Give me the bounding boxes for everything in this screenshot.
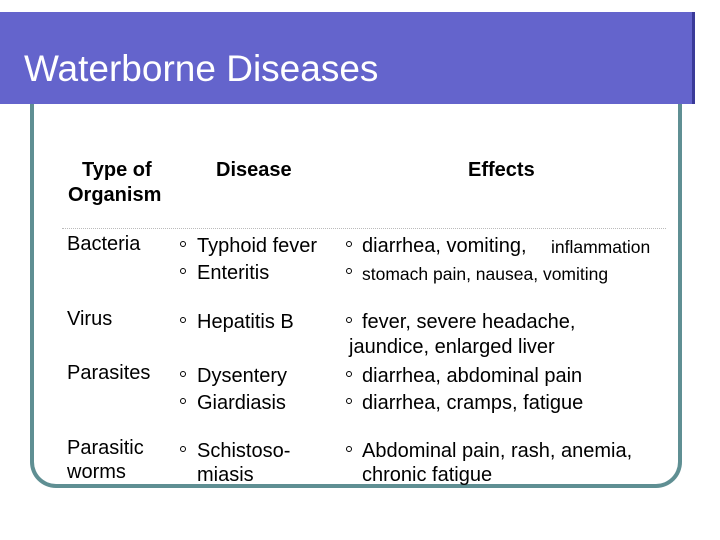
row-worms-organism-line1: Parasitic [67, 437, 144, 459]
row-bacteria-disease-2: Enteritis [197, 262, 270, 284]
row-worms-organism-line2: worms [67, 461, 126, 483]
bullet-icon [180, 268, 186, 274]
row-virus-effect-1-cont: jaundice, enlarged liver [349, 336, 555, 358]
bullet-icon [180, 371, 186, 377]
header-divider [62, 228, 666, 229]
row-bacteria-effect-1-extra: inflammation [551, 237, 651, 257]
header-effects: Effects [468, 159, 535, 181]
bullet-icon [180, 241, 186, 247]
bullet-icon [346, 446, 352, 452]
row-bacteria-effect-1: diarrhea, vomiting, [362, 235, 527, 257]
row-parasites-disease-2: Giardiasis [197, 392, 286, 414]
bullet-icon [180, 446, 186, 452]
row-parasites-organism: Parasites [67, 362, 151, 384]
row-worms-effect-line2: chronic fatigue [362, 464, 493, 486]
bullet-icon [346, 241, 352, 247]
bullet-icon [346, 398, 352, 404]
row-bacteria-effect-2: stomach pain, nausea, vomiting [362, 264, 609, 284]
slide-title: Waterborne Diseases [24, 48, 379, 89]
row-worms-effect-line1: Abdominal pain, rash, anemia, [362, 440, 633, 462]
bullet-icon [180, 398, 186, 404]
bullet-icon [180, 317, 186, 323]
row-bacteria-disease-1: Typhoid fever [197, 235, 318, 257]
header-disease: Disease [216, 159, 292, 181]
row-virus-organism: Virus [67, 308, 113, 330]
row-virus-disease-1: Hepatitis B [197, 311, 294, 333]
bullet-icon [346, 268, 352, 274]
header-organism-line1: Type of [82, 159, 152, 181]
bullet-icon [346, 317, 352, 323]
row-virus-effect-1: fever, severe headache, [362, 311, 576, 333]
row-bacteria-organism: Bacteria [67, 233, 141, 255]
row-parasites-disease-1: Dysentery [197, 365, 288, 387]
row-parasites-effect-2: diarrhea, cramps, fatigue [362, 392, 584, 414]
row-parasites-effect-1: diarrhea, abdominal pain [362, 365, 583, 387]
row-worms-disease-line2: miasis [197, 464, 254, 486]
bullet-icon [346, 371, 352, 377]
row-worms-disease-line1: Schistoso- [197, 440, 291, 462]
header-organism-line2: Organism [68, 184, 162, 206]
